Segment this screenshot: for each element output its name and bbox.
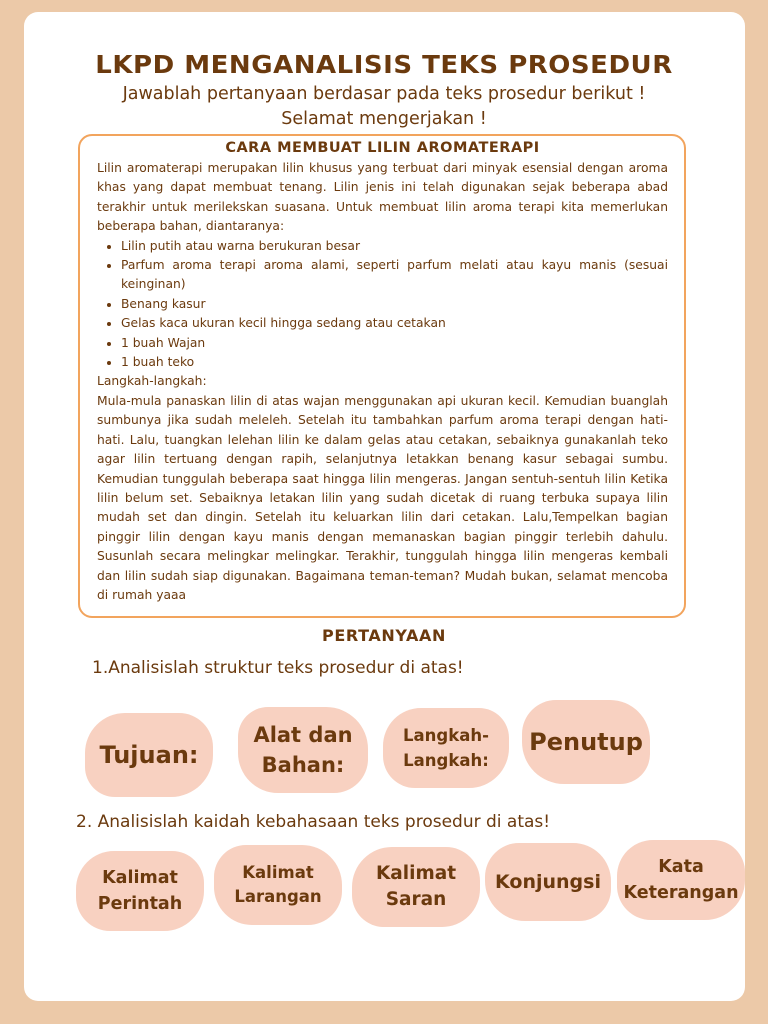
instruction-text: Jawablah pertanyaan berdasar pada teks prosedur berikut !	[122, 84, 646, 104]
reading-body	[97, 159, 668, 605]
materials-list	[97, 237, 668, 373]
structure-option-penutup[interactable]: Penutup	[522, 700, 650, 784]
material-item: • Benang kasur	[121, 295, 668, 314]
language-option-kalimat-larangan[interactable]: Kalimat Larangan	[214, 845, 342, 925]
steps-label: Langkah-langkah:	[97, 374, 207, 389]
question-1	[92, 658, 464, 678]
greeting-text: Selamat mengerjakan !	[281, 109, 487, 129]
structure-option-tujuan[interactable]: Tujuan:	[85, 713, 213, 797]
language-option-kata-keterangan[interactable]: Kata Keterangan	[617, 840, 745, 920]
question-1-number: 1.	[92, 658, 109, 678]
material-item: • 1 buah Wajan	[121, 334, 668, 353]
structure-option-alat-bahan[interactable]: Alat dan Bahan:	[238, 707, 368, 793]
language-option-konjungsi[interactable]: Konjungsi	[485, 843, 611, 921]
page-title: LKPD MENGANALISIS TEKS PROSEDUR	[95, 50, 673, 79]
reading-title: CARA MEMBUAT LILIN AROMATERAPI	[225, 140, 540, 156]
structure-option-langkah[interactable]: Langkah-Langkah:	[383, 708, 509, 788]
material-item: • Gelas kaca ukuran kecil hingga sedang atau cetakan	[121, 314, 668, 333]
material-item: • 1 buah teko	[121, 353, 668, 372]
language-option-kalimat-saran[interactable]: Kalimat Saran	[352, 847, 480, 927]
question-1-text: Analisislah struktur teks prosedur di atas!	[108, 658, 464, 678]
material-item: • Lilin putih atau warna berukuran besar	[121, 237, 668, 256]
questions-heading: PERTANYAAN	[322, 626, 446, 645]
steps-paragraph: Mula-mula panaskan lilin di atas wajan menggunakan api ukuran kecil. Kemudian buanglah sumbunya jika sudah meleleh. Setelah itu tambahkan parfum aroma terapi dengan hati-hati. Lalu, tuangkan lelehan lilin ke dalam gelas atau cetakan, sebaiknya gunakanlah teko agar lilin tertuang dengan rapih, selanjutnya letakkan benang kasur sebagai sumbu. Kemudian tunggulah beberapa saat hingga lilin mengeras. Jangan sentuh-sentuh lilin Ketika lilin belum set. Sebaiknya letakan lilin yang sudah dicetak di ruang terbuka supaya lilin mudah set dan dingin. Setelah itu keluarkan lilin dari cetakan. Lalu,Tempelkan bagian pinggir lilin dengan kayu manis dengan memanaskan bagian pinggir terlebih dahulu. Susunlah secara melingkar melingkar. Terakhir, tunggulah hingga lilin mengeras kembali dan lilin sudah siap digunakan. Bagaimana teman-teman? Mudah bukan, selamat mencoba di rumah yaaa	[97, 393, 668, 602]
reading-text-box	[78, 134, 686, 618]
question-2: 2. Analisislah kaidah kebahasaan teks prosedur di atas!	[76, 812, 551, 832]
intro-paragraph: Lilin aromaterapi merupakan lilin khusus yang terbuat dari minyak esensial dengan aroma khas yang dapat membuat tenang. Lilin jenis ini telah digunakan sejak beberapa abad terakhir untuk merilekskan suasana. Untuk membuat lilin aroma terapi kita memerlukan beberapa bahan, diantaranya:	[97, 161, 668, 234]
material-item: • Parfum aroma terapi aroma alami, seperti parfum melati atau kayu manis (sesuai keinginan)	[121, 256, 668, 295]
language-option-kalimat-perintah[interactable]: Kalimat Perintah	[76, 851, 204, 931]
